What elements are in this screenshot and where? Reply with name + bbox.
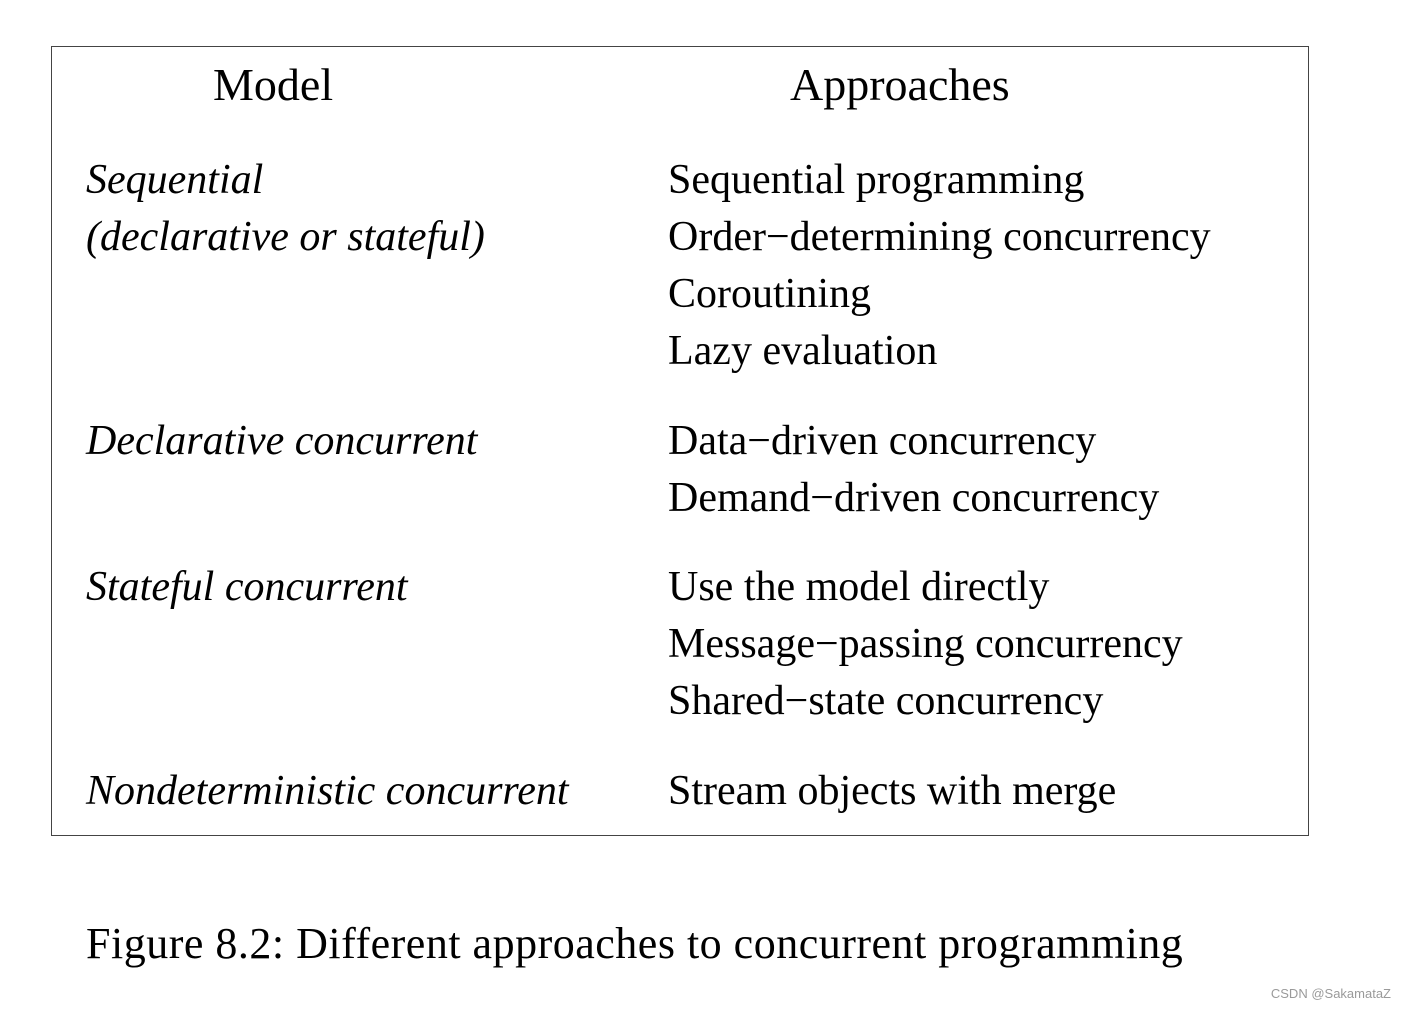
model-cell bbox=[86, 559, 408, 616]
approaches-list bbox=[668, 413, 1159, 527]
approach-item: Message−passing concurrency bbox=[668, 621, 1183, 667]
approach-item: Sequential programming bbox=[668, 157, 1085, 203]
model-name: Sequential bbox=[86, 157, 264, 203]
model-cell bbox=[86, 763, 569, 820]
approach-item: Data−driven concurrency bbox=[668, 418, 1097, 464]
model-cell bbox=[86, 413, 477, 470]
model-cell bbox=[86, 152, 485, 266]
approach-item: Coroutining bbox=[668, 271, 872, 317]
figure-caption: Figure 8.2: Different approaches to concurrent programming bbox=[86, 919, 1184, 968]
approach-item: Lazy evaluation bbox=[668, 328, 938, 374]
approach-item: Stream objects with merge bbox=[668, 768, 1117, 814]
model-subtitle: (declarative or stateful) bbox=[86, 214, 485, 260]
approach-item: Demand−driven concurrency bbox=[668, 475, 1160, 521]
column-header-model: Model bbox=[213, 59, 334, 110]
model-name: Stateful concurrent bbox=[86, 564, 408, 610]
model-name: Nondeterministic concurrent bbox=[86, 768, 569, 814]
approach-item: Use the model directly bbox=[668, 564, 1050, 610]
watermark: CSDN @SakamataZ bbox=[1270, 986, 1391, 1001]
approaches-list bbox=[668, 559, 1183, 730]
approaches-list bbox=[668, 152, 1211, 380]
model-name: Declarative concurrent bbox=[86, 418, 478, 464]
approaches-list bbox=[668, 763, 1116, 820]
column-header-approaches: Approaches bbox=[790, 59, 1010, 110]
approach-item: Order−determining concurrency bbox=[668, 214, 1211, 260]
approach-item: Shared−state concurrency bbox=[668, 678, 1104, 724]
